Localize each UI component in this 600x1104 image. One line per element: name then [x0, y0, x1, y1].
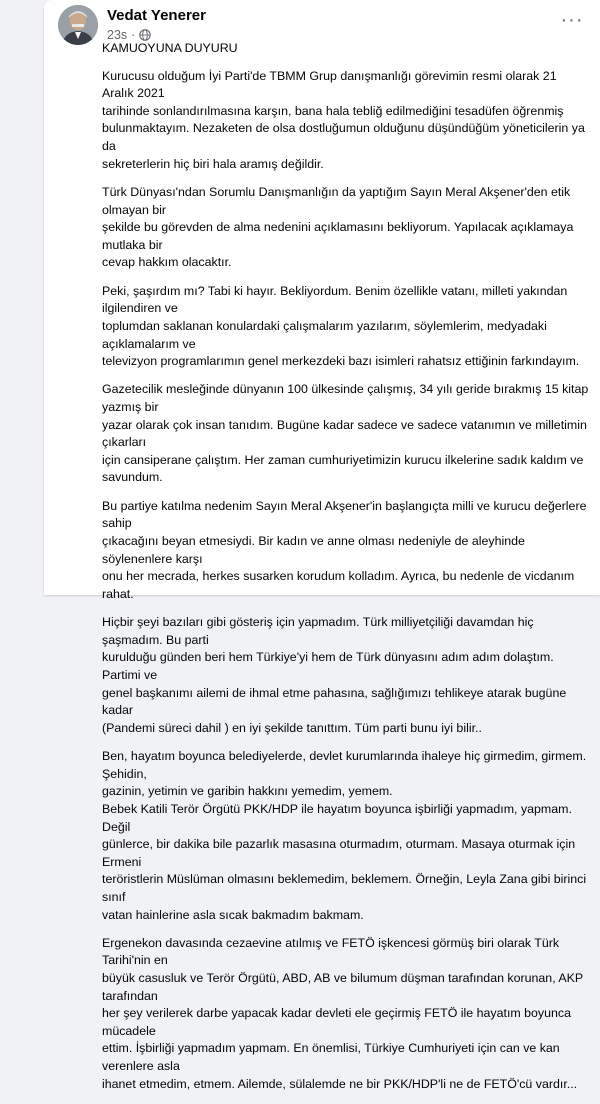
post-timestamp[interactable]: 23s	[107, 28, 128, 42]
author-name[interactable]: Vedat Yenerer	[107, 7, 206, 24]
text-line: (Pandemi süreci dahil ) en iyi şekilde tanıttım. Tüm parti bunu iyi bilir..	[102, 720, 482, 735]
post-header	[44, 0, 600, 40]
post-title	[102, 40, 590, 58]
post-paragraph	[102, 498, 590, 604]
text-line: Türk Dünyası'ndan Sorumlu Danışmanlığın da yaptığım Sayın Meral Akşener'den etik olmayan bir	[102, 184, 571, 217]
post-paragraph	[102, 748, 590, 924]
post-card	[44, 0, 600, 1091]
text-line: vatan hainlerine asla sıcak bakmadım bakmam.	[102, 907, 364, 922]
more-options-icon[interactable]: ···	[560, 8, 584, 31]
text-line: KAMUOYUNA DUYURU	[102, 41, 238, 55]
text-line: Hiçbir şeyi bazıları gibi gösteriş için yapmadım. Türk milliyetçiliği davamdan hiç şaşmadım. Bu parti	[102, 615, 534, 647]
text-line: teröristlerin Müslüman olmasını beklemedim, beklemem. Örneğin, Leyla Zana gibi birinci sınıf	[102, 872, 587, 904]
post-paragraph	[102, 614, 590, 737]
text-line: ettim. İşbirliği yapmadım yapmam. En önemlisi, Türkiye Cumhuriyeti için can ve kan verenlere asla	[102, 1041, 560, 1074]
post-paragraph	[102, 68, 590, 174]
text-line: her şey verilerek darbe yapacak kadar devleti ele geçirmiş FETÖ ile hayatım boyunca mücadele	[102, 1006, 571, 1038]
meta-separator: ·	[131, 28, 136, 42]
post-paragraph	[102, 283, 590, 371]
text-line: büyük casusluk ve Terör Örgütü, ABD, AB ve bilumum düşman tarafından korunan, AKP tarafından	[102, 971, 583, 1003]
text-line: Ben, hayatım boyunca belediyelerde, devlet kurumlarında ihaleye hiç girmedim, girmem. Şehidin,	[102, 749, 587, 781]
text-line: çıkacağını beyan etmesiydi. Bir kadın ve anne olması nedeniyle de aleyhinde söylenenlere karşı	[102, 534, 525, 566]
text-line: ihanet etmedim, etmem. Ailemde, sülalemde ne bir PKK/HDP'li ne de FETÖ'cü vardır...	[102, 1076, 578, 1091]
text-line: Gazetecilik mesleğinde dünyanın 100 ülkesinde çalışmış, 34 yılı geride bırakmış 15 kitap yazmış bir	[102, 382, 589, 415]
text-line: kurulduğu günden beri hem Türkiye'yi hem de Türk dünyasını adım adım dolaştım. Partimi ve	[102, 650, 554, 682]
text-line: bulunmaktayım. Nezaketen de olsa dostluğumun olduğunu düşündüğüm yöneticilerin ya da	[102, 121, 585, 153]
avatar-photo	[58, 5, 98, 45]
text-line: için cansiperane çalıştım. Her zaman cumhuriyetimizin kurucu ilkelerine sadık kaldım ve	[102, 452, 584, 467]
text-line: onu her mecrada, herkes susarken korudum kolladım. Ayrıca, bu nedenle de vicdanım rahat.	[102, 569, 575, 601]
post-paragraph	[102, 381, 590, 487]
text-line: sekreterlerin hiç biri hala aramış değildir.	[102, 156, 324, 171]
text-line: televizyon programlarımın genel merkezdeki bazı isimleri rahatsız ettiğinin farkındayım.	[102, 354, 580, 369]
text-line: şekilde bu görevden de alma nedenini açıklamasını bekliyorum. Yapılacak açıklamaya mutlaka bir	[102, 220, 574, 252]
text-line: Ergenekon davasında cezaevine atılmış ve FETÖ işkencesi görmüş biri olarak Türk Tarihi'nin en	[102, 935, 560, 968]
post-body	[102, 40, 590, 1104]
text-line: toplumdan saklanan konulardaki çalışmalarım yazılarım, söylemlerim, medyadaki açıklamalarım ve	[102, 318, 547, 351]
text-line: günlerce, bir dakika bile pazarlık masasına oturmadım, oturmam. Masaya oturmak için Ermeni	[102, 837, 576, 869]
author-avatar[interactable]	[58, 5, 98, 45]
text-line: gazinin, yetimin ve garibin hakkını yemedim, yemem.	[102, 784, 393, 799]
text-line: Peki, şaşırdım mı? Tabi ki hayır. Bekliyordum. Benim özellikle vatanı, milleti yakından ilgilendiren ve	[102, 283, 568, 316]
text-line: tarihinde sonlandırılmasına karşın, bana hala tebliğ edilmediğini tesadüfen öğrenmiş	[102, 103, 564, 118]
text-line: genel başkanımı ailemi de ihmal etme pahasına, sağlığımızı tehlikeye atarak bugüne kadar	[102, 685, 567, 718]
text-line: yazar olarak çok insan tanıdım. Bugüne kadar sadece ve sadece vatanımın ve milletimin çıkarları	[102, 417, 587, 450]
text-line: cevap hakkım olacaktır.	[102, 255, 232, 270]
post-paragraph	[102, 935, 590, 1093]
text-line: savundum.	[102, 470, 163, 485]
text-line: Bu partiye katılma nedenim Sayın Meral Akşener'in başlangıçta milli ve kurucu değerlere sahip	[102, 498, 587, 531]
post-paragraph	[102, 184, 590, 272]
text-line: Bebek Katili Terör Örgütü PKK/HDP ile hayatım boyunca işbirliği yapmadım, yapmam. Değil	[102, 801, 572, 834]
text-line: Kurucusu olduğum İyi Parti'de TBMM Grup danışmanlığı görevimin resmi olarak 21 Aralık 2021	[102, 68, 557, 101]
